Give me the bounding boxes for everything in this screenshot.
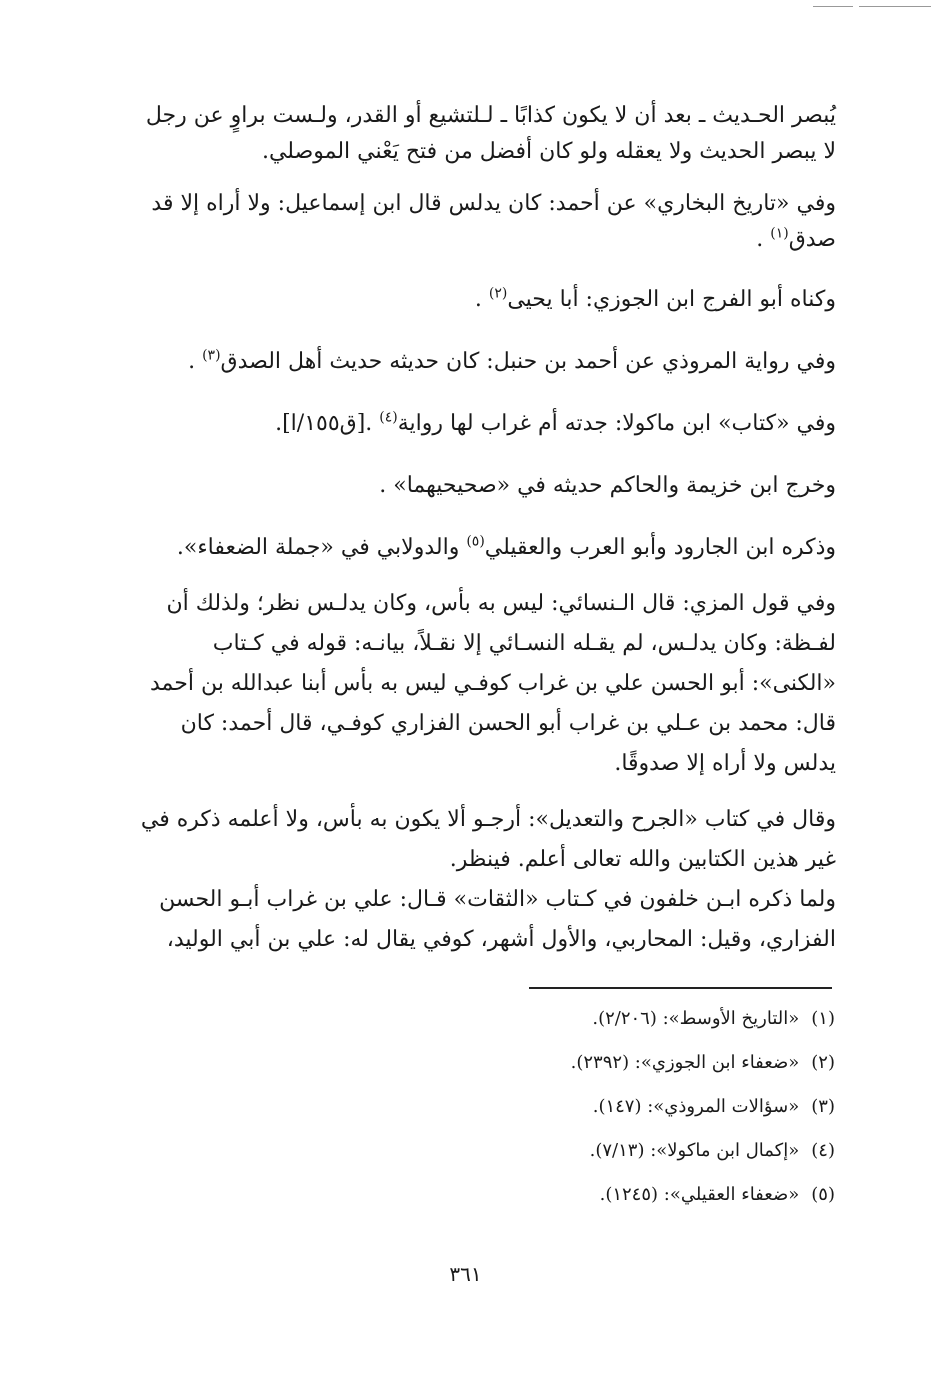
corner-rule [813,6,931,7]
paragraph-7 [130,528,836,568]
footnote-text: «التاريخ الأوسط»: (٢/٢٠٦). [592,1008,800,1029]
footnote-number: (٥) [811,1184,835,1205]
paragraph-7-text: وذكره ابن الجارود وأبو العرب والعقيلي [484,535,836,560]
paragraph-9: وقال في كتاب «الجرح والتعديل»: أرجـو ألا يكون به بأس، ولا أعلمه ذكره في غير هذين الكتابين والله تعالى أعلم. فينظر. [140,807,836,872]
paragraph-4 [130,342,836,382]
footnote-ref-3[interactable]: (٣) [202,347,221,364]
footnotes [415,1004,835,1224]
footnote-number: (٣) [811,1096,835,1117]
footnote-5 [415,1180,835,1224]
paragraph-4-end: . [188,349,203,374]
paragraph-10: ولما ذكره ابـن خلفون في كـتاب «الثقات» قـال: علي بن غراب أبـو الحسن الفزاري، وقيل: المحاربي، والأول أشهر، كوفي يقال له: علي بن أبي الوليد، [159,887,836,952]
footnote-3 [415,1092,835,1136]
paragraph-2-end: . [756,227,771,252]
paragraph-5 [130,404,836,444]
footnote-text: «ضعفاء العقيلي»: (١٢٤٥). [599,1184,800,1205]
page-number: ٣٦١ [449,1262,482,1286]
paragraph-1: يُبصر الحـديث ـ بعد أن لا يكون كذابًا ـ لـلتشيع أو القدر، ولـست براوٍ عن رجل لا يبصر الحديث ولا يعقله ولو كان أفضل من فتح يَعْني الموصلي. [145,103,836,164]
footnote-ref-5[interactable]: (٥) [466,533,485,550]
footnote-separator [529,987,832,989]
paragraph-8: وفي قول المزي: قال الـنسائي: ليس به بأس، وكان يدلـس نظر؛ ولذلك أن لفـظة: وكان يدلـس، لم يقـله النسـائي إلا نقـلاً، بيانـه: قوله في كـتاب «الكنى»: أبو الحسن علي بن غراب كوفـي ليس به بأس أبنا عبدالله بن أحمد قال: محمد بن عـلي بن غراب أبو الحسن الفزاري كوفـي، قال أحمد: كان يدلس ولا أراه إلا صدوقًا. [149,591,836,776]
footnote-text: «إكمال ابن ماكولا»: (٧/١٣). [589,1140,800,1161]
paragraph-6: وخرج ابن خزيمة والحاكم حديثه في «صحيحيهما» . [379,473,836,498]
paragraph-3-end: . [474,287,489,312]
main-text [130,98,836,960]
paragraph-7-end: والدولابي في «جملة الضعفاء». [176,535,467,560]
paragraph-2 [130,186,836,258]
paragraph-4-text: وفي رواية المروذي عن أحمد بن حنبل: كان حديثه حديث أهل الصدق [220,349,836,374]
paragraph-5-end: .[ق١٥٥/ا]. [275,411,380,436]
paragraph-5-text: وفي «كتاب» ابن ماكولا: جدته أم غراب لها رواية [397,411,836,436]
paragraph-3 [130,280,836,320]
footnote-4 [415,1136,835,1180]
footnote-ref-4[interactable]: (٤) [379,409,398,426]
footnote-1 [415,1004,835,1048]
footnote-text: «سؤالات المروذي»: (١٤٧). [592,1096,800,1117]
footnote-number: (٤) [811,1140,835,1161]
footnote-text: «ضعفاء ابن الجوزي»: (٢٣٩٢). [570,1052,800,1073]
footnote-number: (٢) [811,1052,835,1073]
footnote-number: (١) [811,1008,835,1029]
footnote-2 [415,1048,835,1092]
paragraph-3-text: وكناه أبو الفرج ابن الجوزي: أبا يحيى [507,287,836,312]
paragraph-2-text: وفي «تاريخ البخاري» عن أحمد: كان يدلس قال ابن إسماعيل: ولا أراه إلا قد صدق [151,191,836,252]
footnote-ref-2[interactable]: (٢) [488,285,508,302]
footnote-ref-1[interactable]: (١) [770,225,789,242]
